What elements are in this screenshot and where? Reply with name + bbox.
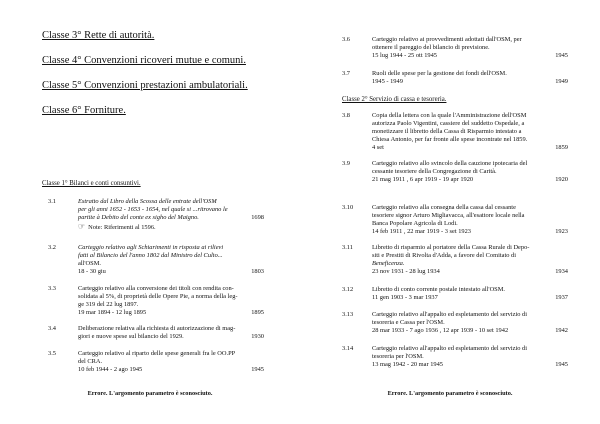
entry-number: 3.11: [342, 244, 353, 251]
entry-description: Libretto di conto corrente postale intestato all'OSM. 11 gen 1903 - 3 mar 1937: [372, 286, 506, 302]
entry-number: 3.9: [342, 160, 350, 167]
entry-year: 1949: [555, 78, 568, 85]
entry-number: 3.5: [48, 350, 56, 357]
entry-description: Carteggio relativo al riparto delle spese generali fra le OO.PP del CRA. 10 feb 1944 - 2 ago 1945: [78, 350, 236, 374]
entry-number: 3.4: [48, 325, 56, 332]
archive-entry: [48, 244, 264, 277]
class-heading-3: Classe 3° Rette di autorità.: [42, 30, 155, 41]
entry-description: Carteggio relativo ai provvedimenti adottati dall'OSM, per ottenere il pareggio del bilancio di previsione. 15 lug 1944 - 25 ott 1945: [372, 36, 522, 60]
entry-year: 1698: [251, 214, 264, 221]
archive-entry: [48, 198, 264, 232]
class-heading-4: Classe 4° Convenzioni ricoveri mutue e comuni.: [42, 55, 246, 66]
page-footer-error: Errore. L'argomento parametro è sconosciuto.: [387, 390, 513, 397]
archive-entry: [342, 204, 568, 238]
entry-number: 3.1: [48, 198, 56, 205]
entry-number: 3.14: [342, 345, 354, 352]
entry-year: 1920: [555, 176, 568, 183]
archive-entry: [342, 160, 568, 186]
archive-entry: [342, 70, 568, 88]
entry-description: Carteggio relativo allo svincolo della cauzione ipotecaria del cessante tesoriere della Congregazione di Carità. 21 mag 1911 , 6 apr 1919 - 19 apr 1920: [372, 160, 528, 184]
class-heading-6: Classe 6° Forniture.: [42, 105, 126, 116]
archive-entry: [342, 286, 568, 304]
entry-year: 1803: [251, 268, 264, 275]
archive-entry: [48, 285, 264, 318]
section-title-bilanci: Classe 1° Bilanci e conti consuntivi.: [42, 180, 141, 187]
entry-description: Carteggio relativo all'appalto ed espletamento del servizio di tesoreria e Cassa per l'OSM. 28 mar 1933 - 7 ago 1936 , 12 apr 1939 - 10 set 1942: [372, 311, 528, 335]
entry-description: Libretto di risparmio al portatore della Cassa Rurale di Depo- siti e Prestiti di Rivolta d'Adda, a favore del Comitato di Beneficenza. 23 nov 1931 - 28 lug 1934: [372, 244, 530, 276]
entry-year: 1945: [251, 366, 264, 373]
archive-entry: [342, 244, 568, 278]
entry-description: Ruoli delle spese per la gestione dei fondi dell'OSM. 1945 - 1949: [372, 70, 507, 86]
section-title-cassa: Classe 2° Servizio di cassa e tesoreria.: [342, 96, 447, 103]
entry-description: Carteggio relativo alla consegna della cassa dal cessante tesoriere signor Arturo Migliavacca, all'esattore locale nella Banca Popolare Agricola di Lodi. 14 feb 1911 , 22 mar 1919 - 3 set 1923: [372, 204, 525, 236]
archive-entry: [342, 311, 568, 337]
entry-number: 3.3: [48, 285, 56, 292]
class-heading-5: Classe 5° Convenzioni prestazioni ambulatoriali.: [42, 80, 248, 91]
pointing-hand-icon: ☞: [78, 222, 86, 232]
entry-year: 1859: [555, 144, 568, 151]
entry-year: 1934: [555, 268, 568, 275]
entry-number: 3.2: [48, 244, 56, 251]
entry-description: Carteggio relativo alla conversione dei titoli con rendita con- solidata al 5%, di proprietà delle Opere Pie, a norma della leg- ge 319 del 22 lug 1897. 19 mar 1894 - 12 lug 1895: [78, 285, 238, 317]
entry-note: ☞ Note: Riferimenti al 1596.: [78, 222, 156, 232]
entry-number: 3.12: [342, 286, 354, 293]
entry-year: 1937: [555, 294, 568, 301]
entry-year: 1923: [555, 228, 568, 235]
entry-year: 1895: [251, 309, 264, 316]
entry-description: Estratto dal Libro della Scossa delle entrate dell'OSM per gli anni 1652 - 1653 - 1654, nel quale si ...ritrovano le partite à Debito del conte ex sigho del Maigno. ☞ Note: Riferimenti al 1596.: [78, 198, 280, 232]
entry-description: Copia della lettera con la quale l'Amministrazione dell'OSM autorizza Paolo Vigentini, cassiere del suddetto Ospedale, a monetizzare il libretto della Cassa di Risparmio intestato a Chiesa Antonio, per far fronte alle spese incontrate nel 1859. 4 set: [372, 112, 528, 152]
entry-year: 1930: [251, 333, 264, 340]
right-page: [300, 0, 600, 424]
entry-number: 3.10: [342, 204, 354, 211]
entry-number: 3.13: [342, 311, 354, 318]
entry-number: 3.6: [342, 36, 350, 43]
entry-description: Carteggio relativo all'appalto ed espletamento del servizio di tesoreria per l'OSM. 13 mag 1942 - 20 mar 1945: [372, 345, 528, 369]
entry-year: 1945: [555, 52, 568, 59]
entry-number: 3.8: [342, 112, 350, 119]
entry-description: Deliberazione relativa alla richiesta di autorizzazione di mag- giori e nuove spese sul bilancio del 1929.: [78, 325, 236, 341]
entry-description: Carteggio relativo agli Schiarimenti in risposta ai rilievi fatti al Bilancio del l'anno 1802 dal Ministro del Culto... all'OSM. 18 - 30 giu: [78, 244, 224, 276]
archive-entry: [342, 112, 568, 154]
entry-year: 1942: [555, 327, 568, 334]
archive-entry: [342, 345, 568, 371]
entry-year: 1945: [555, 361, 568, 368]
page-footer-error: Errore. L'argomento parametro è sconosciuto.: [87, 390, 213, 397]
archive-entry: [342, 36, 568, 62]
archive-entry: [48, 325, 264, 343]
archive-entry: [48, 350, 264, 376]
entry-number: 3.7: [342, 70, 350, 77]
